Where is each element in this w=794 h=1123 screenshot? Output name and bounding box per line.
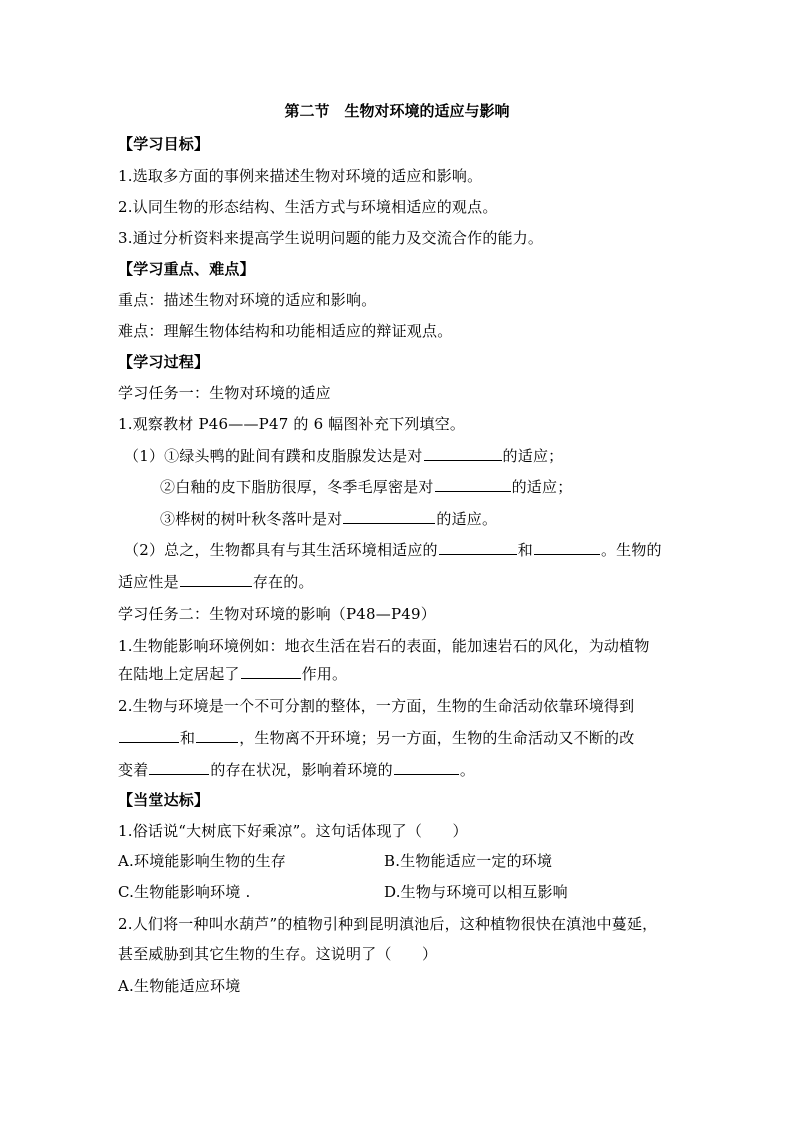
question-1-1-suffix: 的适应； <box>502 447 564 465</box>
question-2-mid: 和 <box>517 541 533 559</box>
task2-item-2-line-1: 2.生物与环境是一个不可分割的整体，一方面，生物的生命活动依靠环境得到 <box>118 697 635 715</box>
answer-blank[interactable] <box>534 540 600 555</box>
practice-2-option-a[interactable]: A.生物能适应环境 <box>118 977 241 995</box>
page-title: 第二节 生物对环境的适应与影响 <box>284 102 510 120</box>
practice-question-1: 1.俗话说“大树底下好乘凉”。这句话体现了（ ） <box>118 822 468 840</box>
question-1-2-prefix: ②白釉的皮下脂肪很厚，冬季毛厚密是对 <box>160 478 434 496</box>
answer-blank[interactable] <box>424 446 502 461</box>
objective-3: 3.通过分析资料来提高学生说明问题的能力及交流合作的能力。 <box>118 229 544 247</box>
practice-1-option-c[interactable]: C.生物能影响环境 . <box>118 883 251 901</box>
practice-question-2-line-1: 2.人们将一种叫水葫芦”的植物引种到昆明滇池后，这种植物很快在滇池中蔓延， <box>118 915 658 933</box>
practice-1-option-b[interactable]: B.生物能适应一定的环境 <box>384 852 553 870</box>
process-heading: 【学习过程】 <box>118 353 210 371</box>
question-2 <box>124 540 662 560</box>
answer-blank[interactable] <box>241 664 301 679</box>
answer-blank[interactable] <box>343 509 435 524</box>
task2-item-2-line-3 <box>118 760 475 780</box>
question-1-1 <box>124 446 563 466</box>
question-1-3-suffix: 的适应。 <box>436 510 498 528</box>
question-2-suffix: 。生物的 <box>600 541 662 559</box>
objective-1: 1.选取多方面的事例来描述生物对环境的适应和影响。 <box>118 167 483 185</box>
practice-question-2-line-2: 甚至威胁到其它生物的生存。这说明了（ ） <box>118 945 438 963</box>
question-2-prefix: （2）总之，生物都具有与其生活环境相适应的 <box>124 541 438 559</box>
answer-blank[interactable] <box>180 572 252 587</box>
answer-blank[interactable] <box>435 477 511 492</box>
question-1-2 <box>160 477 572 497</box>
question-2-line-2-prefix: 适应性是 <box>118 573 179 591</box>
key-point: 重点：描述生物对环境的适应和影响。 <box>118 291 377 309</box>
task2-item-2-line-2-mid: 和 <box>180 729 196 747</box>
task1-question-1: 1.观察教材 P46——P47 的 6 幅图补充下列填空。 <box>118 415 466 433</box>
answer-blank[interactable] <box>196 728 238 743</box>
answer-blank[interactable] <box>394 760 459 775</box>
question-2-line-2 <box>118 572 314 592</box>
practice-1-option-a[interactable]: A.环境能影响生物的生存 <box>118 852 287 870</box>
task1-title: 学习任务一：生物对环境的适应 <box>118 384 331 402</box>
question-1-3 <box>160 509 497 529</box>
answer-blank[interactable] <box>149 760 209 775</box>
answer-blank[interactable] <box>439 540 517 555</box>
task2-item-2-line-3-mid: 的存在状况，影响着环境的 <box>210 761 393 779</box>
answer-blank[interactable] <box>119 728 179 743</box>
question-2-line-2-suffix: 存在的。 <box>252 573 314 591</box>
task2-item-1-line-2-prefix: 在陆地上定居起了 <box>118 665 240 683</box>
difficult-point: 难点：理解生物体结构和功能相适应的辩证观点。 <box>118 322 453 340</box>
practice-heading: 【当堂达标】 <box>118 791 210 809</box>
task2-item-1-line-1: 1.生物能影响环境例如：地衣生活在岩石的表面，能加速岩石的风化，为动植物 <box>118 637 650 655</box>
question-1-1-prefix: （1）①绿头鸭的趾间有蹼和皮脂腺发达是对 <box>124 447 423 465</box>
task2-item-2-line-3-suffix: 。 <box>459 761 476 779</box>
task2-title: 学习任务二：生物对环境的影响（P48—P49） <box>118 605 436 623</box>
practice-1-option-d[interactable]: D.生物与环境可以相互影响 <box>384 883 568 901</box>
question-1-2-suffix: 的适应； <box>511 478 573 496</box>
question-1-3-prefix: ③桦树的树叶秋冬落叶是对 <box>160 510 343 528</box>
task2-item-1-line-2-suffix: 作用。 <box>301 665 348 683</box>
task2-item-2-line-2 <box>118 728 634 748</box>
objectives-heading: 【学习目标】 <box>118 135 210 153</box>
task2-item-1-line-2 <box>118 664 347 684</box>
task2-item-2-line-3-prefix: 变着 <box>118 761 149 779</box>
task2-item-2-line-2-suffix: ，生物离不开环境；另一方面，生物的生命活动又不断的改 <box>239 729 635 747</box>
key-points-heading: 【学习重点、难点】 <box>118 260 255 278</box>
objective-2: 2.认同生物的形态结构、生活方式与环境相适应的观点。 <box>118 198 498 216</box>
